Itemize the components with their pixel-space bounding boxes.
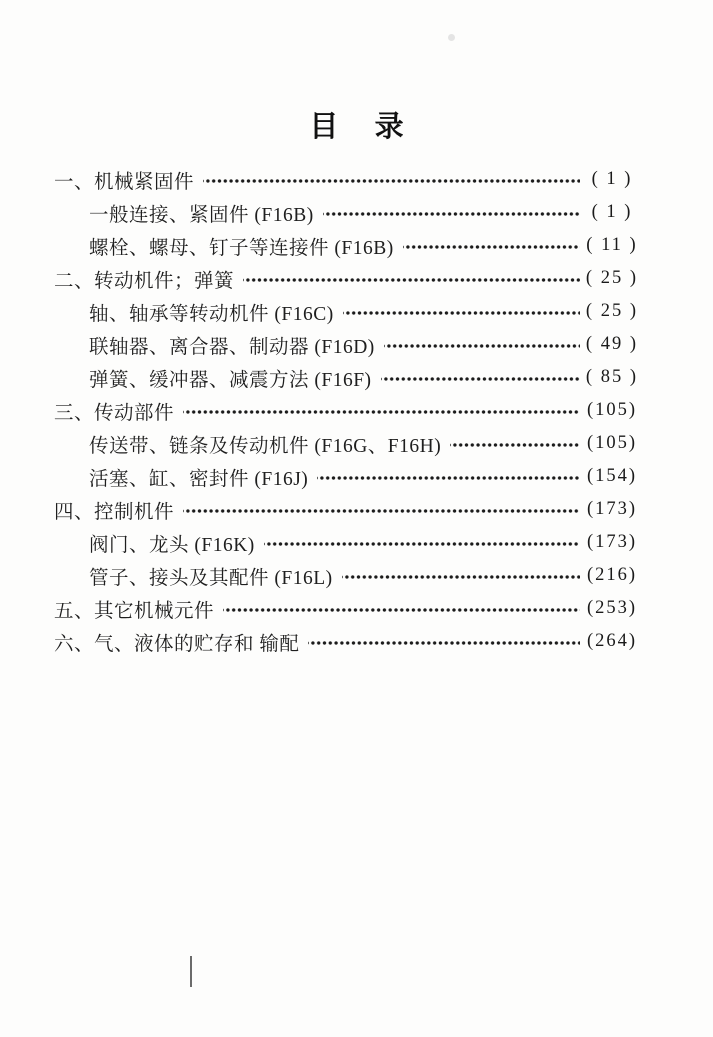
scan-speck-artifact [448, 34, 455, 41]
toc-entry-page: ( 25 ) [585, 268, 638, 288]
toc-entry-page: ( 11 ) [586, 235, 638, 255]
toc-entry [54, 262, 638, 295]
toc-entry-label: 阀门、龙头 (F16K) [89, 534, 255, 556]
toc-entry-page: (105) [586, 400, 638, 420]
toc-entry [54, 427, 638, 460]
toc-entry-label: 二、转动机件；弹簧 [54, 270, 235, 292]
toc-entry-page: (173) [586, 532, 638, 552]
toc-entry-label: 一般连接、紧固件 (F16B) [89, 204, 314, 226]
toc-entry [54, 361, 638, 394]
toc-entry [54, 625, 638, 658]
dot-leader [342, 559, 580, 592]
toc-entry [54, 163, 638, 196]
dot-leader [243, 262, 580, 295]
toc-entry-page: (154) [586, 466, 638, 486]
toc-entry-label: 管子、接头及其配件 (F16L) [89, 567, 333, 589]
dot-leader [381, 361, 580, 394]
toc-entry-page: ( 25 ) [585, 301, 638, 321]
dot-leader [183, 493, 580, 526]
toc-entry [54, 592, 638, 625]
page-title: 目录 [309, 111, 440, 143]
toc-entry [54, 295, 638, 328]
toc-entry-label: 四、控制机件 [54, 501, 175, 523]
toc-entry-page: ( 1 ) [591, 169, 633, 189]
toc-entry-page: (253) [586, 598, 638, 618]
toc-entry [54, 493, 638, 526]
toc-entry [54, 328, 638, 361]
toc-entry-page: (216) [586, 565, 638, 585]
dot-leader [403, 229, 580, 262]
dot-leader [223, 592, 580, 625]
dot-leader [450, 427, 580, 460]
dot-leader [343, 295, 580, 328]
toc-entry-label: 三、传动部件 [54, 402, 175, 424]
toc-entry [54, 526, 638, 559]
dot-leader [323, 196, 580, 229]
toc-entry-page: (105) [586, 433, 638, 453]
toc-entry-page: (173) [586, 499, 638, 519]
toc-entry-label: 一、机械紧固件 [54, 171, 195, 193]
toc-entry-label: 弹簧、缓冲器、减震方法 (F16F) [89, 369, 372, 391]
toc-entry [54, 394, 638, 427]
toc-entry-page: ( 1 ) [591, 202, 633, 222]
dot-leader [264, 526, 580, 559]
dot-leader [308, 625, 580, 658]
toc-entry-label: 传送带、链条及传动机件 (F16G、F16H) [89, 435, 442, 457]
toc-entry-label: 轴、轴承等转动机件 (F16C) [89, 303, 334, 325]
toc-entry-label: 联轴器、离合器、制动器 (F16D) [89, 336, 375, 358]
dot-leader [183, 394, 580, 427]
scan-pen-mark-artifact [190, 956, 192, 987]
dot-leader [203, 163, 580, 196]
toc-entry-page: (264) [586, 631, 638, 651]
toc-entry-page: ( 85 ) [585, 367, 638, 387]
toc-entry-label: 六、气、液体的贮存和 输配 [54, 633, 300, 655]
toc-entry [54, 196, 638, 229]
toc-entry [54, 229, 638, 262]
toc-entry [54, 559, 638, 592]
toc-entry-label: 五、其它机械元件 [54, 600, 215, 622]
toc-entry [54, 460, 638, 493]
toc-entry-label: 活塞、缸、密封件 (F16J) [89, 468, 309, 490]
dot-leader [317, 460, 580, 493]
toc-entry-page: ( 49 ) [585, 334, 638, 354]
toc-entry-label: 螺栓、螺母、钉子等连接件 (F16B) [89, 237, 394, 259]
dot-leader [384, 328, 580, 361]
toc-list [54, 163, 638, 658]
